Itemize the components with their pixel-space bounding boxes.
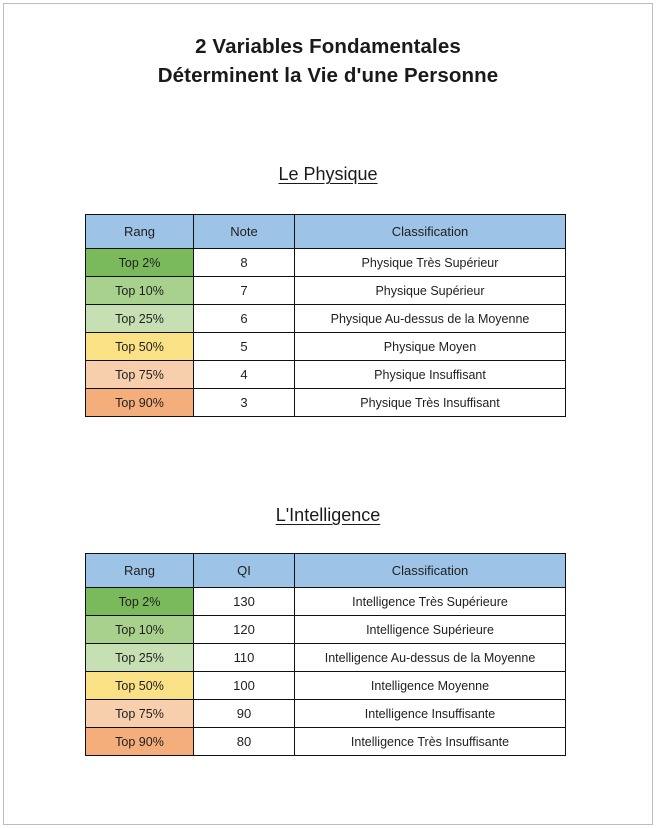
cell-rang: Top 75% bbox=[86, 361, 194, 389]
table-row bbox=[86, 700, 566, 728]
cell-qi: 80 bbox=[194, 728, 295, 756]
column-header-qi: QI bbox=[194, 554, 295, 588]
table-intelligence bbox=[85, 553, 566, 756]
cell-classification: Physique Au-dessus de la Moyenne bbox=[295, 305, 566, 333]
table-row bbox=[86, 644, 566, 672]
section-heading-intelligence-label: L'Intelligence bbox=[275, 505, 381, 525]
table-row bbox=[86, 305, 566, 333]
cell-classification: Physique Très Supérieur bbox=[295, 249, 566, 277]
cell-note: 6 bbox=[194, 305, 295, 333]
table-physique bbox=[85, 214, 566, 417]
column-header-classification: Classification bbox=[295, 554, 566, 588]
cell-rang: Top 50% bbox=[86, 333, 194, 361]
section-heading-physique-label: Le Physique bbox=[278, 164, 378, 184]
cell-rang: Top 10% bbox=[86, 616, 194, 644]
table-row bbox=[86, 616, 566, 644]
cell-classification: Physique Moyen bbox=[295, 333, 566, 361]
cell-qi: 110 bbox=[194, 644, 295, 672]
column-header-classification: Classification bbox=[295, 215, 566, 249]
table-row bbox=[86, 389, 566, 417]
section-heading-physique bbox=[0, 164, 656, 185]
cell-rang: Top 25% bbox=[86, 305, 194, 333]
cell-qi: 120 bbox=[194, 616, 295, 644]
table-row bbox=[86, 249, 566, 277]
cell-qi: 90 bbox=[194, 700, 295, 728]
cell-rang: Top 50% bbox=[86, 672, 194, 700]
cell-classification: Physique Insuffisant bbox=[295, 361, 566, 389]
table-header-row bbox=[86, 215, 566, 249]
cell-classification: Physique Supérieur bbox=[295, 277, 566, 305]
cell-classification: Intelligence Insuffisante bbox=[295, 700, 566, 728]
table-header-row bbox=[86, 554, 566, 588]
cell-classification: Intelligence Supérieure bbox=[295, 616, 566, 644]
section-heading-intelligence bbox=[0, 505, 656, 526]
cell-qi: 100 bbox=[194, 672, 295, 700]
cell-qi: 130 bbox=[194, 588, 295, 616]
page-title bbox=[0, 32, 656, 90]
table-row bbox=[86, 361, 566, 389]
cell-note: 4 bbox=[194, 361, 295, 389]
cell-rang: Top 10% bbox=[86, 277, 194, 305]
cell-rang: Top 2% bbox=[86, 249, 194, 277]
table-row bbox=[86, 588, 566, 616]
table-row bbox=[86, 728, 566, 756]
cell-note: 8 bbox=[194, 249, 295, 277]
table-row bbox=[86, 672, 566, 700]
table-row bbox=[86, 333, 566, 361]
cell-classification: Intelligence Très Insuffisante bbox=[295, 728, 566, 756]
cell-rang: Top 2% bbox=[86, 588, 194, 616]
cell-classification: Intelligence Au-dessus de la Moyenne bbox=[295, 644, 566, 672]
cell-note: 5 bbox=[194, 333, 295, 361]
cell-note: 3 bbox=[194, 389, 295, 417]
cell-rang: Top 90% bbox=[86, 389, 194, 417]
cell-rang: Top 90% bbox=[86, 728, 194, 756]
table-row bbox=[86, 277, 566, 305]
cell-classification: Physique Très Insuffisant bbox=[295, 389, 566, 417]
page-title-line-1: 2 Variables Fondamentales bbox=[195, 35, 461, 58]
cell-classification: Intelligence Moyenne bbox=[295, 672, 566, 700]
cell-classification: Intelligence Très Supérieure bbox=[295, 588, 566, 616]
column-header-note: Note bbox=[194, 215, 295, 249]
column-header-rang: Rang bbox=[86, 554, 194, 588]
cell-note: 7 bbox=[194, 277, 295, 305]
cell-rang: Top 25% bbox=[86, 644, 194, 672]
page-title-line-2: Déterminent la Vie d'une Personne bbox=[157, 64, 499, 87]
cell-rang: Top 75% bbox=[86, 700, 194, 728]
column-header-rang: Rang bbox=[86, 215, 194, 249]
